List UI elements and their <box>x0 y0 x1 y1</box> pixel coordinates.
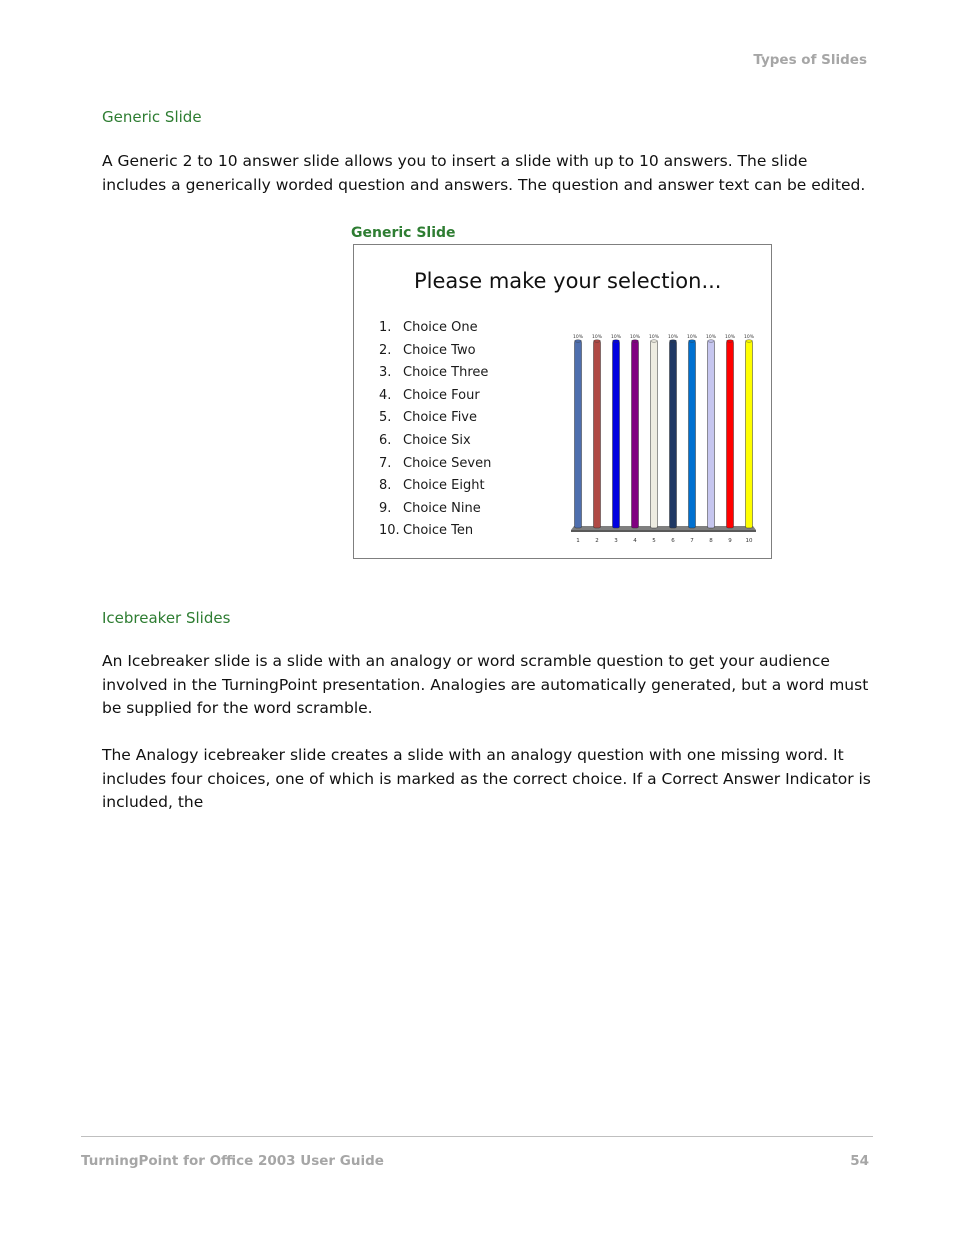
bar-top-9 <box>727 340 734 342</box>
list-item <box>379 365 491 388</box>
bar-5 <box>651 341 658 528</box>
icebreaker-paragraph-1: An Icebreaker slide is a slide with an analogy or word scramble question to get your audience involved in the TurningPoint presentation. Analogies are automatically generated, but a word must be supplied for the word scramble. <box>102 652 869 717</box>
bar-9 <box>727 341 734 528</box>
tick-label-1: 1 <box>576 538 580 544</box>
data-label-4: 10% <box>629 335 641 340</box>
generic-slide-heading: Generic Slide <box>102 108 202 126</box>
choice-label: Choice Eight <box>403 478 485 494</box>
choice-number: 6. <box>379 432 392 448</box>
icebreaker-slides-heading: Icebreaker Slides <box>102 609 231 627</box>
choice-number: 1. <box>379 320 392 335</box>
choice-number: 3. <box>379 365 392 381</box>
list-item <box>379 456 491 479</box>
running-header: Types of Slides <box>753 52 867 68</box>
slide-title: Please make your selection... <box>414 269 722 293</box>
data-label-5: 10% <box>648 335 660 340</box>
choice-label: Choice One <box>403 320 478 335</box>
figure-caption: Generic Slide <box>351 225 456 241</box>
tick-label-6: 6 <box>671 538 675 544</box>
choice-number: 8. <box>379 478 392 494</box>
choice-list <box>379 320 491 546</box>
bar-7 <box>689 341 696 528</box>
choice-label: Choice Three <box>403 365 489 381</box>
choice-label: Choice Ten <box>403 523 474 539</box>
list-item <box>379 478 491 501</box>
choice-label: Choice Six <box>403 432 471 448</box>
list-item <box>379 320 491 343</box>
list-item <box>379 343 491 366</box>
bar-10 <box>746 341 753 528</box>
footer-page-number: 54 <box>850 1153 869 1169</box>
tick-label-8: 8 <box>709 538 713 544</box>
results-bar-chart <box>559 325 759 550</box>
choice-number: 10. <box>379 523 400 539</box>
list-item <box>379 433 491 456</box>
tick-label-4: 4 <box>633 538 637 544</box>
choice-label: Choice Four <box>403 387 480 403</box>
footer-divider <box>81 1136 873 1137</box>
list-item <box>379 523 491 546</box>
bar-top-5 <box>651 340 658 342</box>
tick-label-7: 7 <box>690 538 694 544</box>
generic-slide-figure <box>353 244 772 559</box>
choice-number: 5. <box>379 410 392 426</box>
bar-8 <box>708 341 715 528</box>
data-label-8: 10% <box>705 335 717 340</box>
data-label-7: 10% <box>686 335 698 340</box>
bar-top-1 <box>575 340 582 342</box>
generic-paragraph: A Generic 2 to 10 answer slide allows you to insert a slide with up to 10 answers. The slide includes a generically worded question and answers. The question and answer text can be edited. <box>102 152 866 194</box>
choice-number: 4. <box>379 387 392 403</box>
bar-3 <box>613 341 620 528</box>
bar-top-8 <box>708 340 715 342</box>
bar-1 <box>575 341 582 528</box>
choice-number: 9. <box>379 500 392 516</box>
tick-label-10: 10 <box>745 538 753 544</box>
list-item <box>379 501 491 524</box>
bar-top-4 <box>632 340 639 342</box>
tick-label-5: 5 <box>652 538 656 544</box>
choice-number: 2. <box>379 342 392 358</box>
tick-label-3: 3 <box>614 538 618 544</box>
choice-label: Choice Two <box>403 342 476 358</box>
choice-label: Choice Nine <box>403 500 481 516</box>
bar-top-10 <box>746 340 753 342</box>
bar-top-2 <box>594 340 601 342</box>
choice-label: Choice Five <box>403 410 477 426</box>
chart-floor-edge <box>571 530 756 532</box>
tick-label-9: 9 <box>728 538 732 544</box>
list-item <box>379 410 491 433</box>
bar-4 <box>632 341 639 528</box>
footer-guide-title: TurningPoint for Office 2003 User Guide <box>81 1153 384 1169</box>
list-item <box>379 388 491 411</box>
data-label-10: 10% <box>743 335 755 340</box>
bar-6 <box>670 341 677 528</box>
choice-label: Choice Seven <box>403 455 492 471</box>
data-label-9: 10% <box>724 335 736 340</box>
data-label-2: 10% <box>591 335 603 340</box>
choice-number: 7. <box>379 455 392 471</box>
data-label-3: 10% <box>610 335 622 340</box>
tick-label-2: 2 <box>595 538 599 544</box>
bar-top-6 <box>670 340 677 342</box>
icebreaker-paragraph-2: The Analogy icebreaker slide creates a slide with an analogy question with one missing word. It includes four choices, one of which is marked as the correct choice. If a Correct Answer Indicator is included, the <box>102 746 871 811</box>
bar-2 <box>594 341 601 528</box>
data-label-6: 10% <box>667 335 679 340</box>
data-label-1: 10% <box>572 335 584 340</box>
bar-top-7 <box>689 340 696 342</box>
bar-top-3 <box>613 340 620 342</box>
